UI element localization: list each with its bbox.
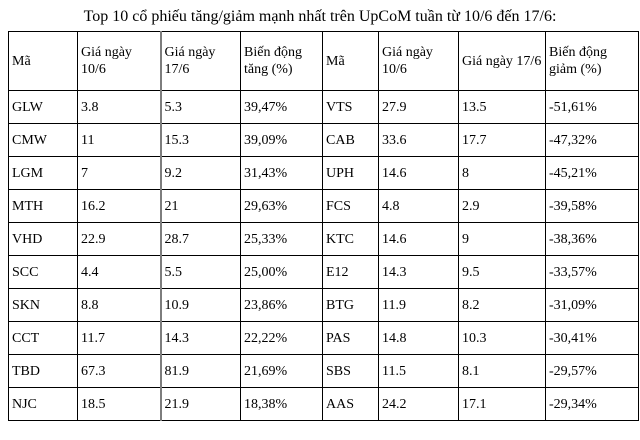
table-row xyxy=(9,157,639,190)
value-cell: 25,33% xyxy=(241,223,323,256)
document-page xyxy=(0,7,640,440)
value-cell: 28.7 xyxy=(161,223,241,256)
table-row xyxy=(9,190,639,223)
value-cell: 25,00% xyxy=(241,256,323,289)
value-cell: 10.3 xyxy=(459,322,546,355)
header-cell-4: Mã xyxy=(323,32,379,91)
value-cell: -47,32% xyxy=(546,124,639,157)
ticker-cell: KTC xyxy=(323,223,379,256)
value-cell: 21,69% xyxy=(241,355,323,388)
table-row xyxy=(9,388,639,421)
header-cell-1: Giá ngày 10/6 xyxy=(78,32,161,91)
value-cell: 15.3 xyxy=(161,124,241,157)
value-cell: -29,57% xyxy=(546,355,639,388)
value-cell: 16.2 xyxy=(78,190,161,223)
value-cell: 14.6 xyxy=(379,157,459,190)
table-body xyxy=(9,91,639,421)
table-row xyxy=(9,322,639,355)
value-cell: -30,41% xyxy=(546,322,639,355)
ticker-cell: GLW xyxy=(9,91,78,124)
ticker-cell: CCT xyxy=(9,322,78,355)
table-header xyxy=(9,32,639,91)
ticker-cell: LGM xyxy=(9,157,78,190)
header-cell-2: Giá ngày 17/6 xyxy=(161,32,241,91)
header-row xyxy=(9,32,639,91)
ticker-cell: BTG xyxy=(323,289,379,322)
ticker-cell: MTH xyxy=(9,190,78,223)
value-cell: 11.9 xyxy=(379,289,459,322)
ticker-cell: VTS xyxy=(323,91,379,124)
value-cell: 22,22% xyxy=(241,322,323,355)
value-cell: 33.6 xyxy=(379,124,459,157)
value-cell: 39,47% xyxy=(241,91,323,124)
value-cell: 18.5 xyxy=(78,388,161,421)
value-cell: 39,09% xyxy=(241,124,323,157)
value-cell: 18,38% xyxy=(241,388,323,421)
table-row xyxy=(9,289,639,322)
value-cell: -31,09% xyxy=(546,289,639,322)
ticker-cell: E12 xyxy=(323,256,379,289)
value-cell: 17.1 xyxy=(459,388,546,421)
value-cell: 9.2 xyxy=(161,157,241,190)
value-cell: 22.9 xyxy=(78,223,161,256)
value-cell: 2.9 xyxy=(459,190,546,223)
table-row xyxy=(9,355,639,388)
page-title: Top 10 cổ phiếu tăng/giảm mạnh nhất trên UpCoM tuần từ 10/6 đến 17/6: xyxy=(83,8,557,25)
value-cell: 8 xyxy=(459,157,546,190)
value-cell: -45,21% xyxy=(546,157,639,190)
ticker-cell: CAB xyxy=(323,124,379,157)
value-cell: 9.5 xyxy=(459,256,546,289)
value-cell: -51,61% xyxy=(546,91,639,124)
value-cell: -33,57% xyxy=(546,256,639,289)
ticker-cell: AAS xyxy=(323,388,379,421)
value-cell: 14.3 xyxy=(379,256,459,289)
value-cell: 14.3 xyxy=(161,322,241,355)
value-cell: 29,63% xyxy=(241,190,323,223)
table-row xyxy=(9,256,639,289)
ticker-cell: TBD xyxy=(9,355,78,388)
value-cell: -38,36% xyxy=(546,223,639,256)
value-cell: 14.8 xyxy=(379,322,459,355)
value-cell: -29,34% xyxy=(546,388,639,421)
table-row xyxy=(9,91,639,124)
value-cell: 11.5 xyxy=(379,355,459,388)
ticker-cell: CMW xyxy=(9,124,78,157)
value-cell: 4.4 xyxy=(78,256,161,289)
value-cell: 81.9 xyxy=(161,355,241,388)
value-cell: 24.2 xyxy=(379,388,459,421)
table-row xyxy=(9,223,639,256)
value-cell: 23,86% xyxy=(241,289,323,322)
value-cell: 14.6 xyxy=(379,223,459,256)
table-row xyxy=(9,124,639,157)
ticker-cell: UPH xyxy=(323,157,379,190)
stock-table xyxy=(8,31,639,421)
value-cell: 13.5 xyxy=(459,91,546,124)
value-cell: 8.2 xyxy=(459,289,546,322)
value-cell: 17.7 xyxy=(459,124,546,157)
value-cell: 21 xyxy=(161,190,241,223)
value-cell: 9 xyxy=(459,223,546,256)
value-cell: 27.9 xyxy=(379,91,459,124)
value-cell: 31,43% xyxy=(241,157,323,190)
value-cell: 8.8 xyxy=(78,289,161,322)
value-cell: 7 xyxy=(78,157,161,190)
header-cell-0: Mã xyxy=(9,32,78,91)
value-cell: 10.9 xyxy=(161,289,241,322)
value-cell: 67.3 xyxy=(78,355,161,388)
value-cell: 21.9 xyxy=(161,388,241,421)
ticker-cell: SBS xyxy=(323,355,379,388)
value-cell: 8.1 xyxy=(459,355,546,388)
value-cell: 3.8 xyxy=(78,91,161,124)
ticker-cell: NJC xyxy=(9,388,78,421)
header-cell-3: Biến động tăng (%) xyxy=(241,32,323,91)
ticker-cell: SKN xyxy=(9,289,78,322)
value-cell: 4.8 xyxy=(379,190,459,223)
value-cell: 11 xyxy=(78,124,161,157)
ticker-cell: SCC xyxy=(9,256,78,289)
header-cell-5: Giá ngày 10/6 xyxy=(379,32,459,91)
header-cell-6: Giá ngày 17/6 xyxy=(459,32,546,91)
header-cell-7: Biến động giảm (%) xyxy=(546,32,639,91)
ticker-cell: PAS xyxy=(323,322,379,355)
value-cell: 5.5 xyxy=(161,256,241,289)
ticker-cell: FCS xyxy=(323,190,379,223)
value-cell: 5.3 xyxy=(161,91,241,124)
value-cell: -39,58% xyxy=(546,190,639,223)
value-cell: 11.7 xyxy=(78,322,161,355)
ticker-cell: VHD xyxy=(9,223,78,256)
